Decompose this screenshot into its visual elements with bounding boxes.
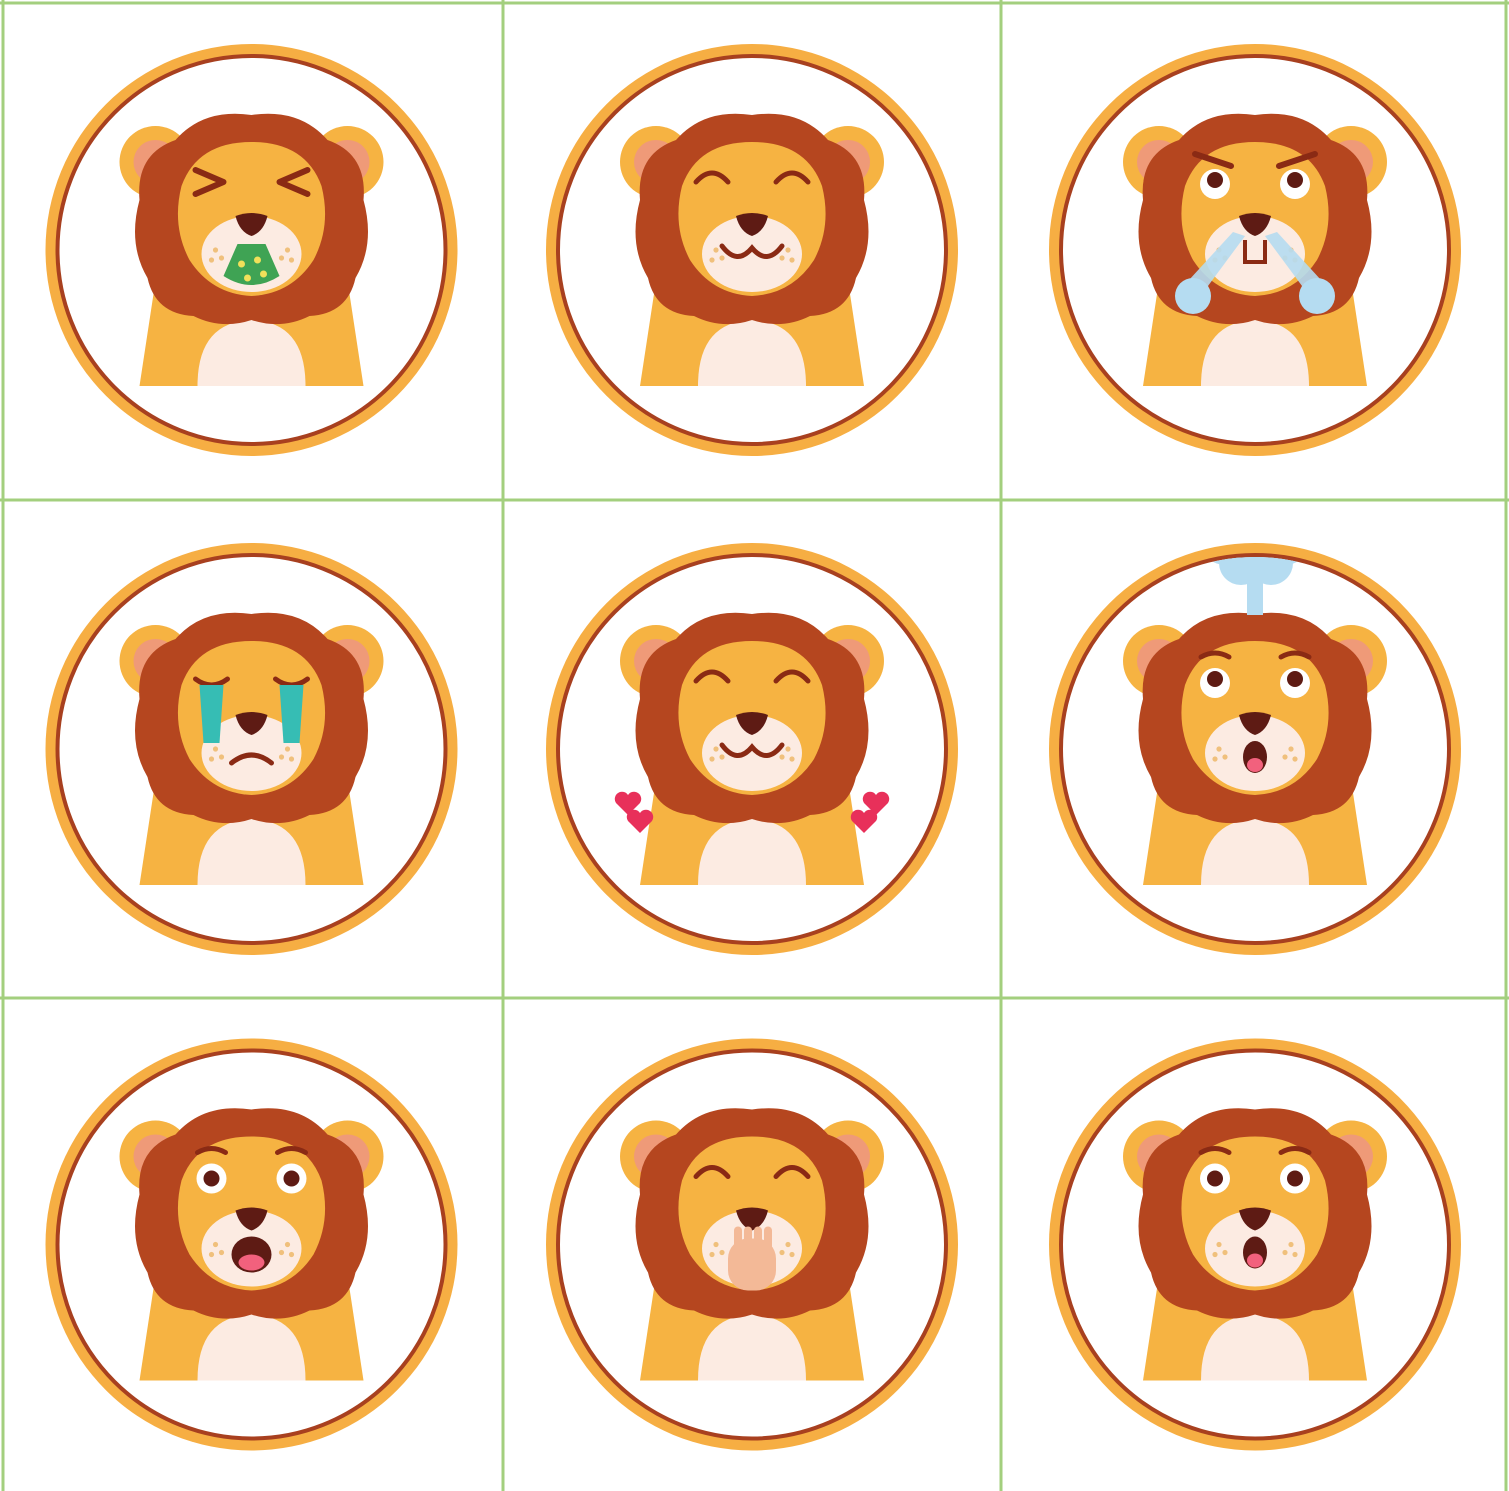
freckle (289, 756, 294, 761)
freckle (279, 754, 284, 759)
freckle (709, 1252, 714, 1257)
freckle (219, 754, 224, 759)
tongue (239, 1255, 265, 1271)
lion-vomiting (120, 114, 384, 386)
finger (744, 1227, 752, 1251)
freckle (285, 746, 290, 751)
freckle (219, 1250, 224, 1255)
tear-stream (200, 685, 224, 743)
sticker-cells (46, 44, 1462, 1451)
steam-column (1247, 575, 1263, 615)
lion-sticker-surprised (1049, 1039, 1461, 1451)
freckle (1212, 1252, 1217, 1257)
freckle (209, 756, 214, 761)
pupil (1207, 1171, 1223, 1187)
finger (734, 1227, 742, 1251)
lion-sticker-smiling (546, 44, 958, 456)
freckle (279, 1250, 284, 1255)
freckle (713, 247, 718, 252)
freckle (779, 1250, 784, 1255)
lion-giggling (620, 1108, 884, 1380)
freckle (709, 756, 714, 761)
freckle (1282, 754, 1287, 759)
freckle (719, 1250, 724, 1255)
lion-surprised (1123, 1108, 1387, 1380)
freckle (785, 1242, 790, 1247)
finger (764, 1227, 772, 1251)
freckle (289, 1252, 294, 1257)
steam-puff (1299, 278, 1335, 314)
freckle (789, 257, 794, 262)
freckle (779, 754, 784, 759)
lion-scared (120, 1108, 384, 1380)
steam-puff (1175, 278, 1211, 314)
freckle (1288, 746, 1293, 751)
lion-sticker-scared (46, 1039, 458, 1451)
lion-sticker-giggling (546, 1039, 958, 1451)
tongue (1247, 1254, 1263, 1268)
freckle (1292, 756, 1297, 761)
lion-sticker-crying (46, 543, 458, 955)
freckle (213, 247, 218, 252)
pupil (1287, 671, 1303, 687)
freckle (213, 746, 218, 751)
freckle (713, 1242, 718, 1247)
lion-crying (120, 613, 384, 885)
lion-in-love (615, 613, 889, 885)
freckle (709, 257, 714, 262)
lion-sticker-overheated (1049, 499, 1461, 955)
freckle (779, 255, 784, 260)
freckle (1292, 1252, 1297, 1257)
freckle (1288, 1242, 1293, 1247)
freckle (209, 1252, 214, 1257)
pupil (1287, 172, 1303, 188)
freckle (789, 1252, 794, 1257)
freckle (289, 257, 294, 262)
pupil (1207, 671, 1223, 687)
freckle (719, 754, 724, 759)
vomit-chunk (244, 275, 251, 282)
freckle (785, 746, 790, 751)
finger (754, 1227, 762, 1251)
freckle (219, 255, 224, 260)
freckle (789, 756, 794, 761)
freckle (285, 1242, 290, 1247)
vomit-chunk (238, 261, 245, 268)
freckle (279, 255, 284, 260)
vomit-chunk (254, 257, 261, 264)
pupil (204, 1171, 220, 1187)
tear-stream (280, 685, 304, 743)
freckle (1222, 754, 1227, 759)
freckle (213, 1242, 218, 1247)
pupil (284, 1171, 300, 1187)
freckle (1282, 1250, 1287, 1255)
lion-angry (1123, 114, 1387, 386)
freckle (713, 746, 718, 751)
freckle (285, 247, 290, 252)
lion-sticker-vomiting (46, 44, 458, 456)
pupil (1287, 1171, 1303, 1187)
freckle (1222, 1250, 1227, 1255)
freckle (1216, 746, 1221, 751)
lion-sticker-in-love (546, 543, 958, 955)
lion-sticker-angry (1049, 44, 1461, 456)
pupil (1207, 172, 1223, 188)
lion-smiling (620, 114, 884, 386)
freckle (785, 247, 790, 252)
tongue (1247, 758, 1263, 772)
freckle (1212, 756, 1217, 761)
freckle (209, 257, 214, 262)
freckle (1216, 1242, 1221, 1247)
freckle (719, 255, 724, 260)
vomit-chunk (260, 271, 267, 278)
